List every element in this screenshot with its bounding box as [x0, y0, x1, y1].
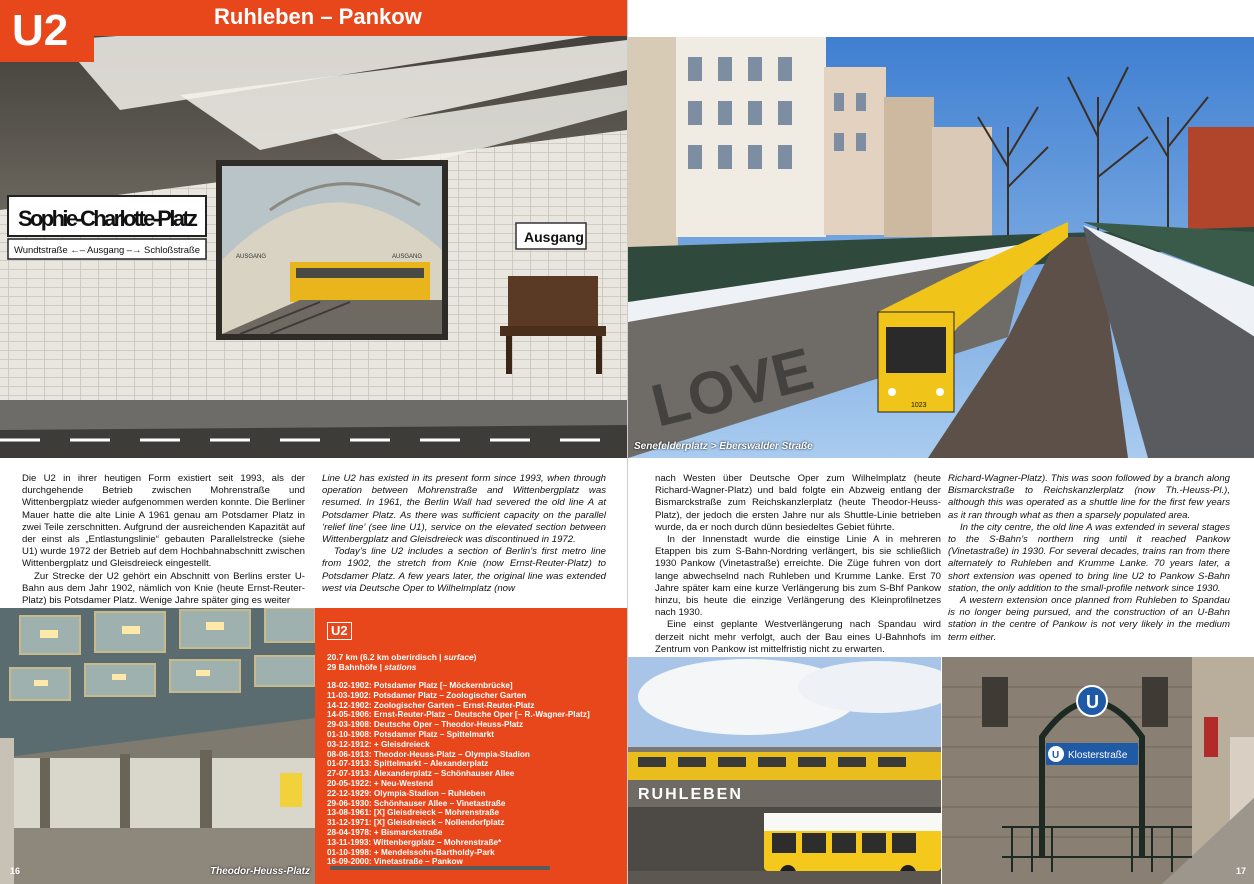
photo-sophie-charlotte-platz — [0, 0, 627, 458]
train-number: 1023 — [911, 402, 927, 409]
timeline-item: 14-12-1902: Zoologischer Garten – Ernst-Reuter-Platz — [327, 700, 535, 710]
page-number-left: 16 — [10, 866, 21, 876]
caption-theodor-heuss-platz: Theodor-Heuss-Platz — [210, 866, 311, 877]
timeline-item: 01-07-1913: Spittelmarkt – Alexanderplatz — [327, 759, 489, 769]
timeline-item: 16-09-2000: Vinetastraße – Pankow — [327, 857, 463, 867]
right-page — [627, 0, 1254, 884]
paragraph: Line U2 has existed in its present form since 1993, when through operation between Mohrenstraße and Wittenbergplatz was resumed. In 1961, the Berlin Wall had severed the old line A at Potsdamer Platz. As there was sufficient capacity on the parallel ‘relief line’ (see line U1), service on the elevated section between Wittenbergplatz and Gleisdreieck was discontinued in 1972. — [322, 473, 606, 546]
timeline-item: 20-05-1922: + Neu-Westend — [327, 778, 434, 788]
timeline-item: 28-04-1978: + Bismarckstraße — [327, 827, 443, 837]
station-name-sign: Sophie-Charlotte-Platz — [18, 206, 198, 231]
text-right-english — [948, 473, 1230, 644]
ruhleben-sign: RUHLEBEN — [638, 786, 743, 803]
photo-theodor-heuss-platz — [0, 608, 315, 884]
timeline-item: 13-08-1961: [X] Gleisdreieck – Mohrenstraße — [327, 808, 500, 818]
timeline-item: 18-02-1902: Potsdamer Platz [– Möckernbrücke] — [327, 681, 513, 690]
info-length — [327, 652, 615, 662]
info-divider-bar — [330, 866, 550, 870]
paragraph: nach Westen über Deutsche Oper zum Wilhelmplatz (heute Richard-Wagner-Platz) und bald folgte ein Abzweig entlang der Bismarckstraße zum Reichskanzlerplatz (heute Theodor-Heuss-Platz), der jedoch die ersten Jahre nur als Shuttle-Linie betrieben wurde, da er noch durch dünn besiedeltes Gebiet führte. — [655, 473, 941, 533]
timeline-item: 31-12-1971: [X] Gleisdreieck – Nollendorfplatz — [327, 818, 505, 828]
graffiti: LOVE — [644, 335, 820, 440]
timeline-item: 01-10-1998: + Mendelssohn-Bartholdy-Park — [327, 847, 495, 857]
mural-sign-left: AUSGANG — [236, 254, 267, 260]
photo-ruhleben — [628, 657, 941, 884]
info-panel — [315, 608, 627, 884]
timeline-item: 14-05-1906: Ernst-Reuter-Platz – Deutsche Oper [– R.-Wagner-Platz] — [327, 710, 590, 720]
paragraph: Eine einst geplante Westverlängerung nach Spandau wird derzeit nicht mehr verfolgt, auch der Bau eines U-Bahnhofs im Zentrum von Pankow ist mittelfristig nicht zu erwarten. — [655, 619, 941, 655]
timeline-item: 11-03-1902: Potsdamer Platz – Zoologischer Garten — [327, 690, 527, 700]
text-left-german — [22, 473, 305, 607]
paragraph: A western extension once planned from Ruhleben to Spandau is no longer being pursued, and the construction of an U-Bahn station in the centre of Pankow is not very likely in the medium term either. — [948, 595, 1230, 643]
timeline-item: 13-11-1993: Wittenbergplatz – Mohrenstraße* — [327, 837, 502, 847]
text-right-german — [655, 473, 941, 656]
info-stations — [327, 662, 615, 672]
paragraph: Die U2 in ihrer heutigen Form existiert seit 1993, als der durchgehende Betrieb zwischen Mohrenstraße und Wittenbergplatz wieder aufgenommen werden konnte. Die Berliner Mauer hatte die alte Linie A 1961 genau am Potsdamer Platz in zwei Teile zerschnitten. Aufgrund der ausreichenden Kapazität auf der einst als „Entlastungslinie“ gebauten Parallelstrecke (siehe U1) wurde 1972 der Betrieb auf dem Hochbahnabschnitt zwischen Wittenbergplatz und Gleisdreieck eingestellt. — [22, 473, 305, 570]
timeline-item: 01-10-1908: Potsdamer Platz – Spittelmarkt — [327, 729, 495, 739]
exit-sign: Ausgang — [524, 229, 584, 245]
timeline-item: 29-06-1930: Schönhauser Allee – Vinetastraße — [327, 798, 506, 808]
paragraph: Richard-Wagner-Platz). This was soon followed by a branch along Bismarckstraße to Reichskanzlerplatz (now Th.-Heuss-Pl.), although this was operated as a shuttle line for the first few years as it ran through what as then a sparsely populated area. — [948, 473, 1230, 521]
info-length-text: 20.7 km (6.2 km oberirdisch | — [327, 652, 444, 662]
photo-senefelderplatz — [628, 37, 1254, 458]
timeline-item: 27-07-1913: Alexanderplatz – Schönhauser Allee — [327, 769, 515, 779]
route-title: Ruhleben – Pankow — [214, 4, 422, 29]
paragraph: Zur Strecke der U2 gehört ein Abschnitt von Berlins erster U-Bahn aus dem Jahr 1902, nämlich von Knie (heute Ernst-Reuter-Platz) bis Potsdamer Platz. Wenige Jahre später ging es weiter — [22, 570, 305, 607]
paragraph: In the city centre, the old line A was extended in several stages to the S-Bahn’s northern ring until it reached Pankow (Vinetastraße) in 1930. For several decades, trains ran from there alternately to Ruhleben and Krumme Lanke. 70 years later, a short extension was opened to bring line U2 to Pankow S-Bahn station, the only addition to the small-profile network since 1930. — [948, 521, 1230, 594]
info-length-end: ) — [473, 652, 477, 662]
info-stations-en: stations — [384, 662, 417, 672]
direction-sign: Wundtstraße ←– Ausgang –→ Schloßstraße — [14, 245, 200, 256]
line-badge: U2 — [0, 0, 94, 62]
info-stations-text: 29 Bahnhöfe | — [327, 662, 385, 672]
svg-text:U: U — [1052, 750, 1060, 761]
klosterstrasse-sign: Klosterstraße — [1068, 750, 1128, 761]
caption-senefelderplatz: Senefelderplatz > Eberswalder Straße — [634, 441, 813, 452]
paragraph: In der Innenstadt wurde die einstige Linie A in mehreren Etappen bis zum S-Bahn-Nordring verlängert, bis sie schließlich 1930 Pankow (Vinetastraße) erreichte. Die Züge fuhren von dort lange abwechselnd nach Ruhleben und Krumme Lanke. Erst 70 Jahre später kam eine kurze Verlängerung bis zum S-Bhf Pankow hinzu, bis heute die einzige Verlängerung des Kleinprofilnetzes nach 1930. — [655, 534, 941, 619]
u-bahn-sign: U — [1086, 692, 1099, 712]
timeline-item: 03-12-1912: + Gleisdreieck — [327, 739, 430, 749]
photo-klosterstrasse — [942, 657, 1254, 884]
info-length-en: surface — [443, 652, 474, 662]
mural-sign-right: AUSGANG — [392, 254, 423, 260]
info-line-badge: U2 — [327, 622, 352, 640]
page-number-right: 17 — [1236, 866, 1247, 876]
timeline-list — [327, 681, 615, 867]
paragraph: Today’s line U2 includes a section of Berlin’s first metro line from 1902, the stretch from Knie (now Ernst-Reuter-Platz) to Potsdamer Platz. A few years later, the original line was extended west via Deutsche Oper to Wilhelmplatz (now — [322, 546, 606, 594]
timeline-item: 08-06-1913: Theodor-Heuss-Platz – Olympia-Stadion — [327, 749, 530, 759]
text-left-english — [322, 473, 606, 595]
timeline-item: 22-12-1929: Olympia-Stadion – Ruhleben — [327, 788, 486, 798]
timeline-item: 29-03-1908: Deutsche Oper – Theodor-Heuss-Platz — [327, 720, 524, 730]
